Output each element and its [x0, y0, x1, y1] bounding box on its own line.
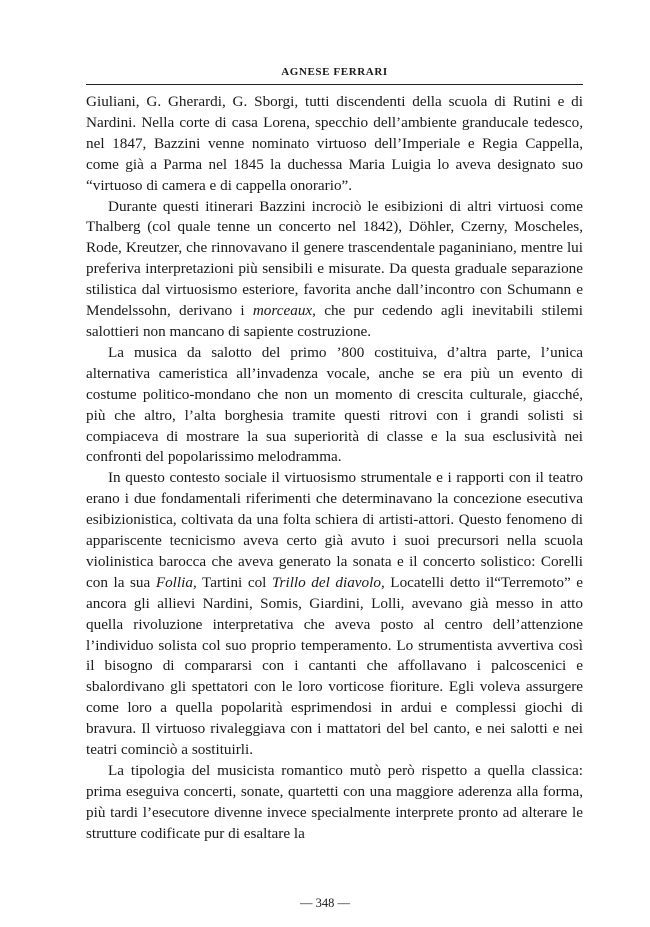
italic-text: Trillo del diavolo — [271, 573, 381, 591]
body-text — [86, 92, 583, 845]
paragraph-text: La tipologia del musicista romantico mutò però rispetto a quella classica: prima eseguiva concerti, sonate, quartetti con una maggiore aderenza alla forma, più tardi l’esecutore divenne invece specialmente interprete pronto ad alterare le strutture codificate pur di esaltare la — [86, 762, 583, 842]
paragraph — [86, 92, 583, 197]
paragraph-text: Durante questi itinerari Bazzini incrociò le esibizioni di altri virtuosi come Thalberg (col quale tenne un concerto nel 1842), Döhler, Czerny, Moscheles, Rode, Kreutzer, che rinnovavano il genere trascendentale paganiniano, mentre lui preferiva interpretazioni più sensibili e misurate. Da questa graduale separazione stilistica dal virtuosismo esteriore, favorita anche dall’incontro con Schumann e Mendelssohn, derivano i — [86, 197, 583, 320]
paragraph-text: Giuliani, G. Gherardi, G. Sborgi, tutti discendenti della scuola di Rutini e di Nardini. Nella corte di casa Lorena, specchio dell’ambiente granducale tedesco, nel 1847, Bazzini venne nominato virtuoso dell’Imperiale e Regia Cappella, come già a Parma nel 1845 la duchessa Maria Luigia lo aveva designato suo “virtuoso di camera e di cappella onorario”. — [86, 93, 583, 194]
header-rule — [86, 84, 583, 85]
italic-text: Follia — [155, 573, 193, 591]
page-number: — 348 — — [300, 896, 350, 910]
running-header: AGNESE FERRARI — [281, 66, 388, 78]
paragraph-text: La musica da salotto del primo ’800 costituiva, d’altra parte, l’unica alternativa cameristica all’invadenza vocale, anche se era più un evento di costume politico-mondano che non un momento di crescita culturale, giacché, più che altro, l’alta borghesia tramite questi ritrovi con i grandi solisti si compiaceva di mostrare la sua superiorità di classe e la sua esclusività nei confronti del popolarissimo melodramma. — [86, 343, 583, 466]
italic-text: morceaux — [252, 302, 313, 320]
paragraph-text: , Locatelli detto il“Terremoto” e ancora gli allievi Nardini, Somis, Giardini, Lolli, avevano già messo in atto quella rivoluzione interpretativa che aveva posto al centro dell’attenzione l’individuo solista col suo proprio temperamento. Lo strumentista avvertiva così il bisogno di compararsi con i cantanti che affollavano i palcoscenici e sbalordivano gli spettatori con le loro vorticose fioriture. Egli voleva assurgere come loro a quella popolarità esprimendosi in ardui e complessi giochi di bravura. Il virtuoso rivaleggiava con i mattatori del bel canto, e nei salotti e nei teatri cominciò a sostituirli. — [86, 573, 584, 759]
paragraph — [86, 197, 583, 343]
paragraph-text: , che pur cedendo agli inevitabili stilemi salottieri non mancano di sapiente costruzione. — [86, 302, 583, 340]
paragraph — [86, 468, 583, 761]
paragraph-text: In questo contesto sociale il virtuosismo strumentale e i rapporti con il teatro erano i due fondamentali riferimenti che determinavano la concezione esecutiva esibizionistica, coltivata da una folta schiera di artisti-attori. Questo fenomeno di appariscente tecnicismo aveva certo già avuto i suoi precursori nella scuola violinistica barocca che aveva generato la sonata e il concerto solistico: Corelli con la sua — [86, 469, 583, 591]
paragraph — [86, 343, 583, 468]
paragraph — [86, 761, 583, 845]
paragraph-text: , Tartini col — [192, 573, 272, 591]
